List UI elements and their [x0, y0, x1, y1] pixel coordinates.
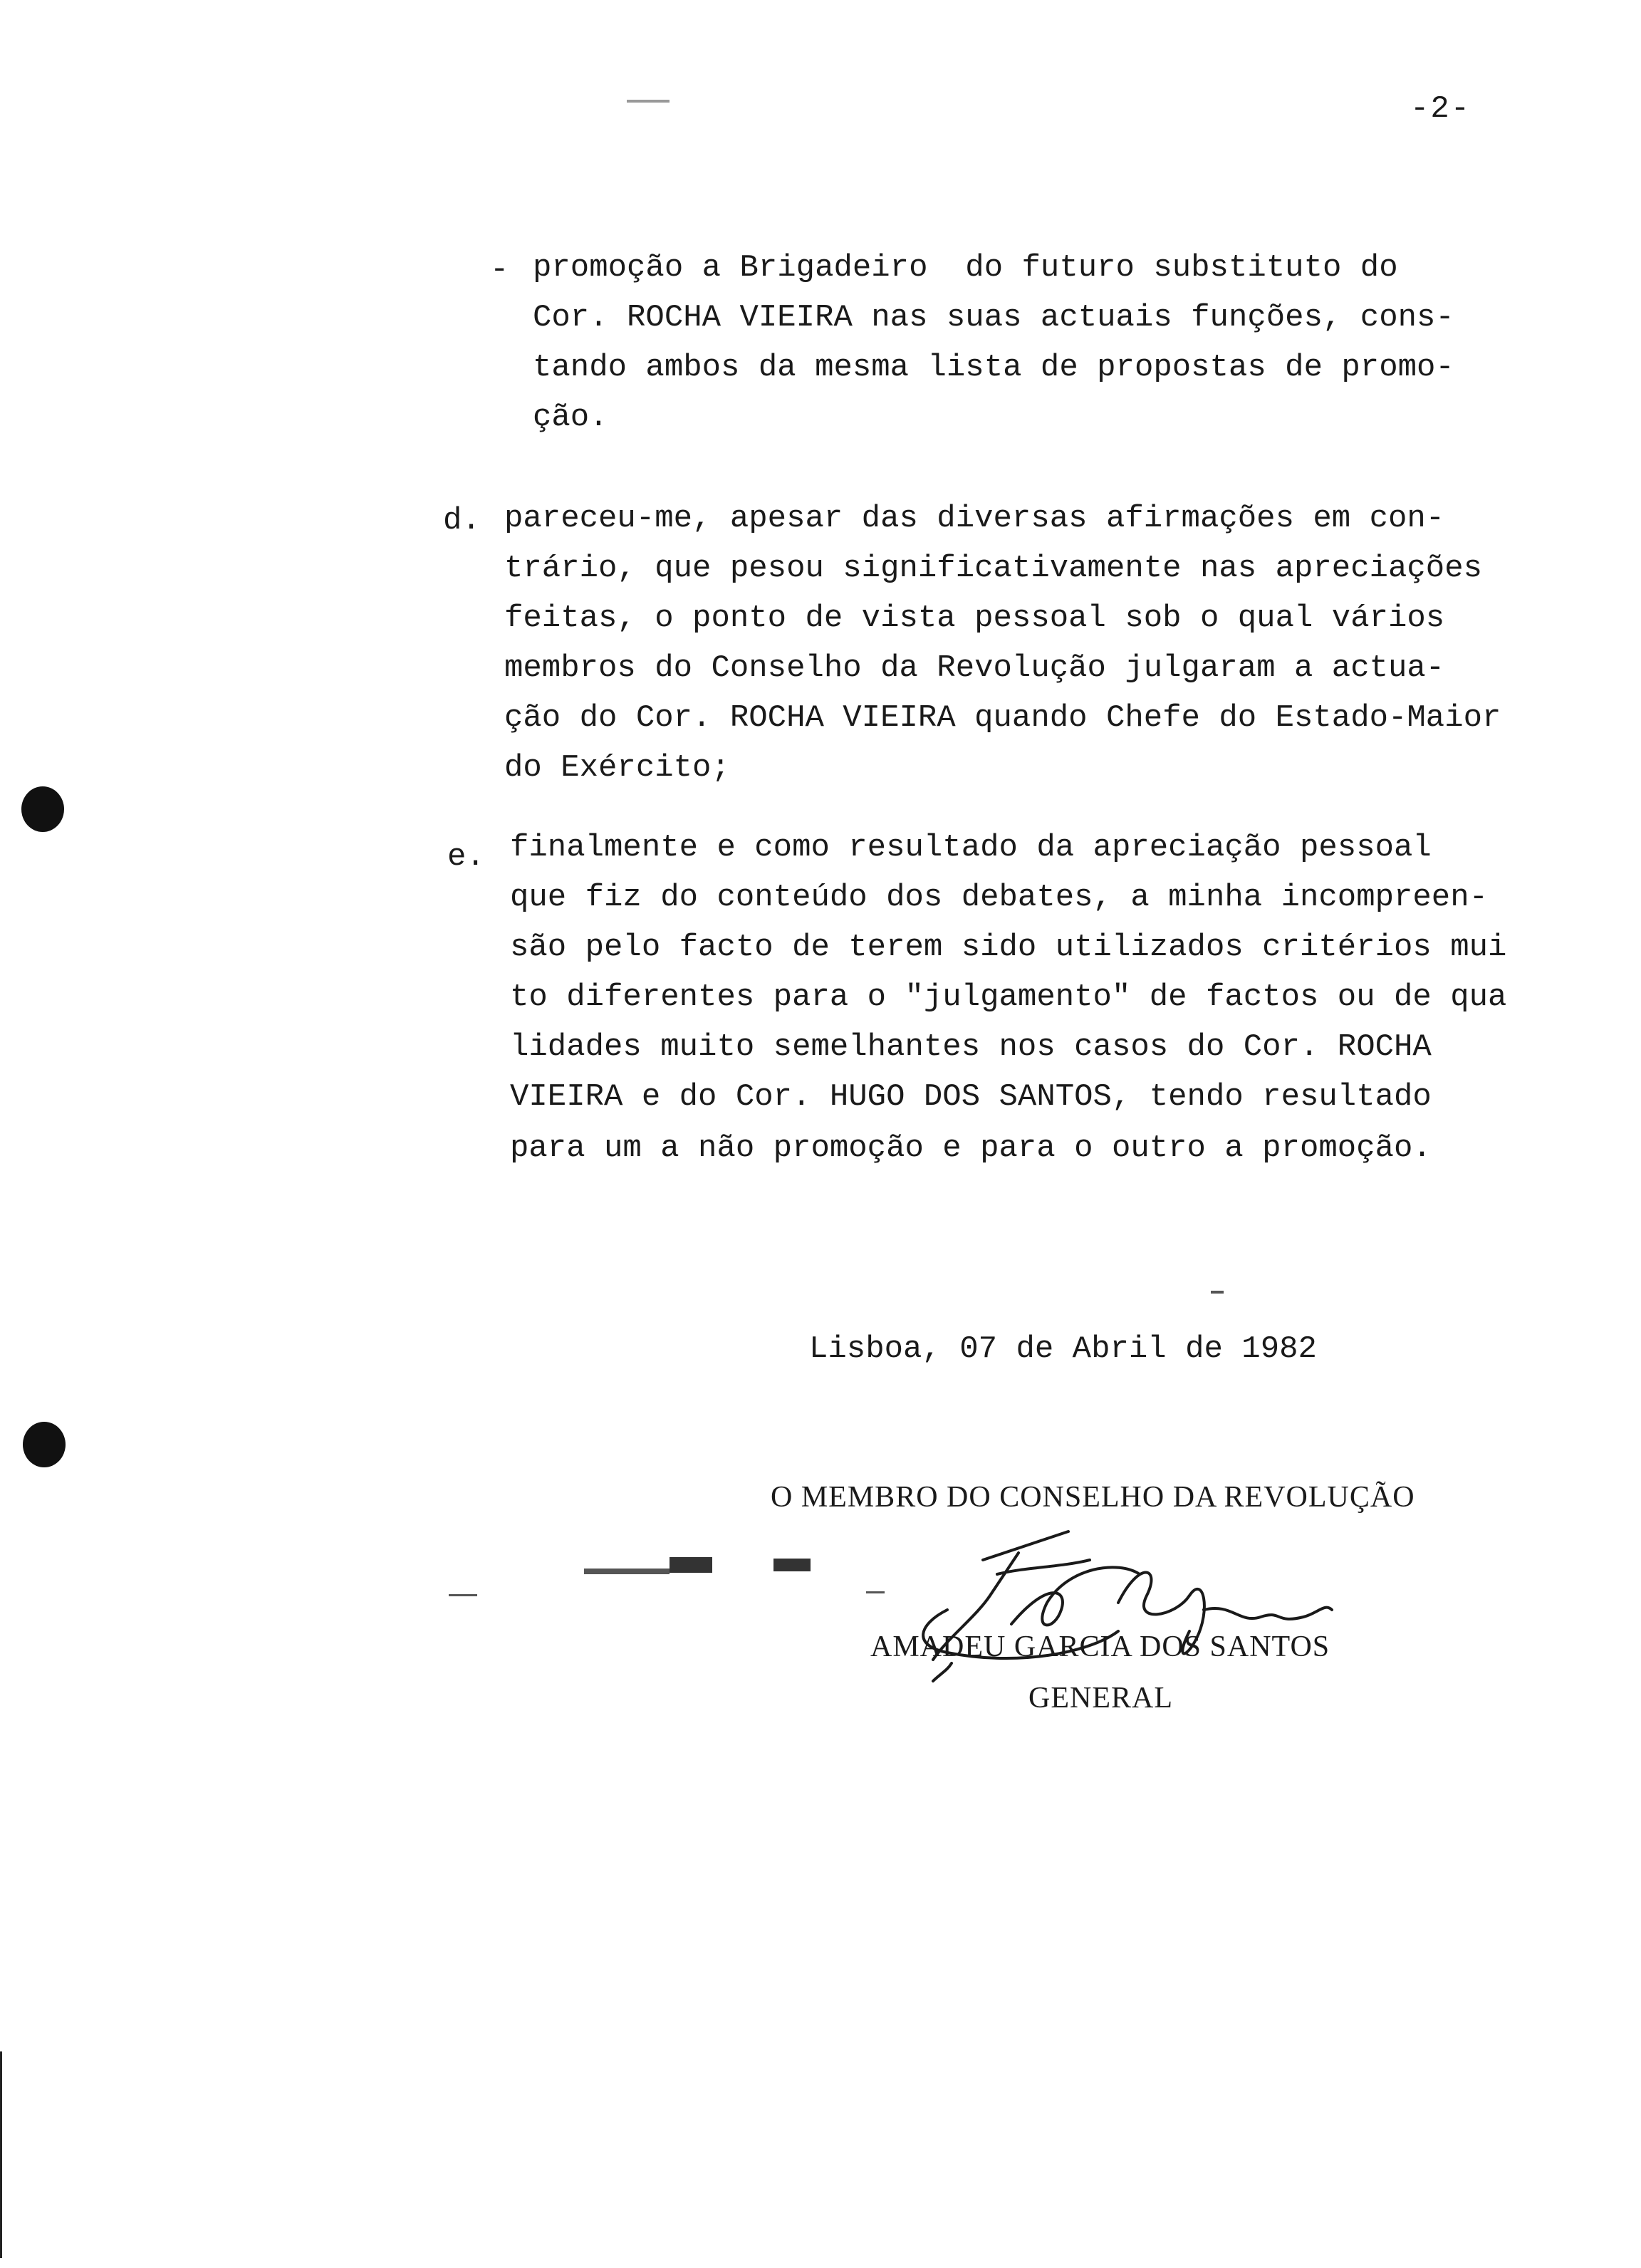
item-e-line: to diferentes para o "julgamento" de factos ou de qua — [510, 979, 1507, 1015]
item-c-dash: - — [490, 252, 509, 288]
scan-artifact — [584, 1569, 670, 1574]
item-d-line: trário, que pesou significativamente nas apreciações — [504, 551, 1483, 586]
item-d-line: pareceu-me, apesar das diversas afirmações em con- — [504, 501, 1445, 536]
item-e-line: finalmente e como resultado da apreciação pessoal — [510, 830, 1432, 865]
item-e-line: para um a não promoção e para o outro a promoção. — [510, 1130, 1432, 1166]
scan-artifact — [627, 100, 670, 103]
item-c-line: promoção a Brigadeiro do futuro substituto do — [533, 250, 1398, 286]
signatory-name: AMADEU GARCIA DOS SANTOS — [870, 1630, 1330, 1663]
scan-artifact — [1211, 1291, 1224, 1294]
punch-hole — [21, 786, 64, 832]
page-number: -2- — [1410, 91, 1471, 127]
item-d-line: do Exército; — [504, 750, 730, 786]
edge-artifact — [0, 2051, 2, 2258]
item-e-line: lidades muito semelhantes nos casos do Cor. ROCHA — [510, 1029, 1432, 1065]
item-d-line: ção do Cor. ROCHA VIEIRA quando Chefe do Estado-Maior — [504, 700, 1501, 736]
item-e-line: que fiz do conteúdo dos debates, a minha incompreen- — [510, 880, 1489, 915]
scan-artifact — [773, 1559, 811, 1571]
signatory-rank: GENERAL — [1028, 1682, 1173, 1715]
scan-artifact — [449, 1594, 477, 1596]
handwritten-signature — [905, 1517, 1346, 1702]
scan-artifact — [670, 1557, 712, 1573]
item-d-marker: d. — [443, 503, 481, 539]
signatory-title: O MEMBRO DO CONSELHO DA REVOLUÇÃO — [771, 1481, 1415, 1514]
item-d-line: membros do Conselho da Revolução julgaram a actua- — [504, 650, 1445, 686]
item-d-line: feitas, o ponto de vista pessoal sob o qual vários — [504, 600, 1445, 636]
item-e-line: são pelo facto de terem sido utilizados critérios mui — [510, 930, 1507, 965]
item-c-line: tando ambos da mesma lista de propostas de promo- — [533, 350, 1454, 385]
place-date: Lisboa, 07 de Abril de 1982 — [809, 1331, 1317, 1367]
item-c-line: Cor. ROCHA VIEIRA nas suas actuais funções, cons- — [533, 300, 1454, 335]
item-c-line: ção. — [533, 400, 608, 435]
scan-artifact — [866, 1591, 885, 1593]
punch-hole — [23, 1422, 66, 1467]
item-e-line: VIEIRA e do Cor. HUGO DOS SANTOS, tendo resultado — [510, 1079, 1432, 1115]
item-e-marker: e. — [447, 839, 485, 875]
